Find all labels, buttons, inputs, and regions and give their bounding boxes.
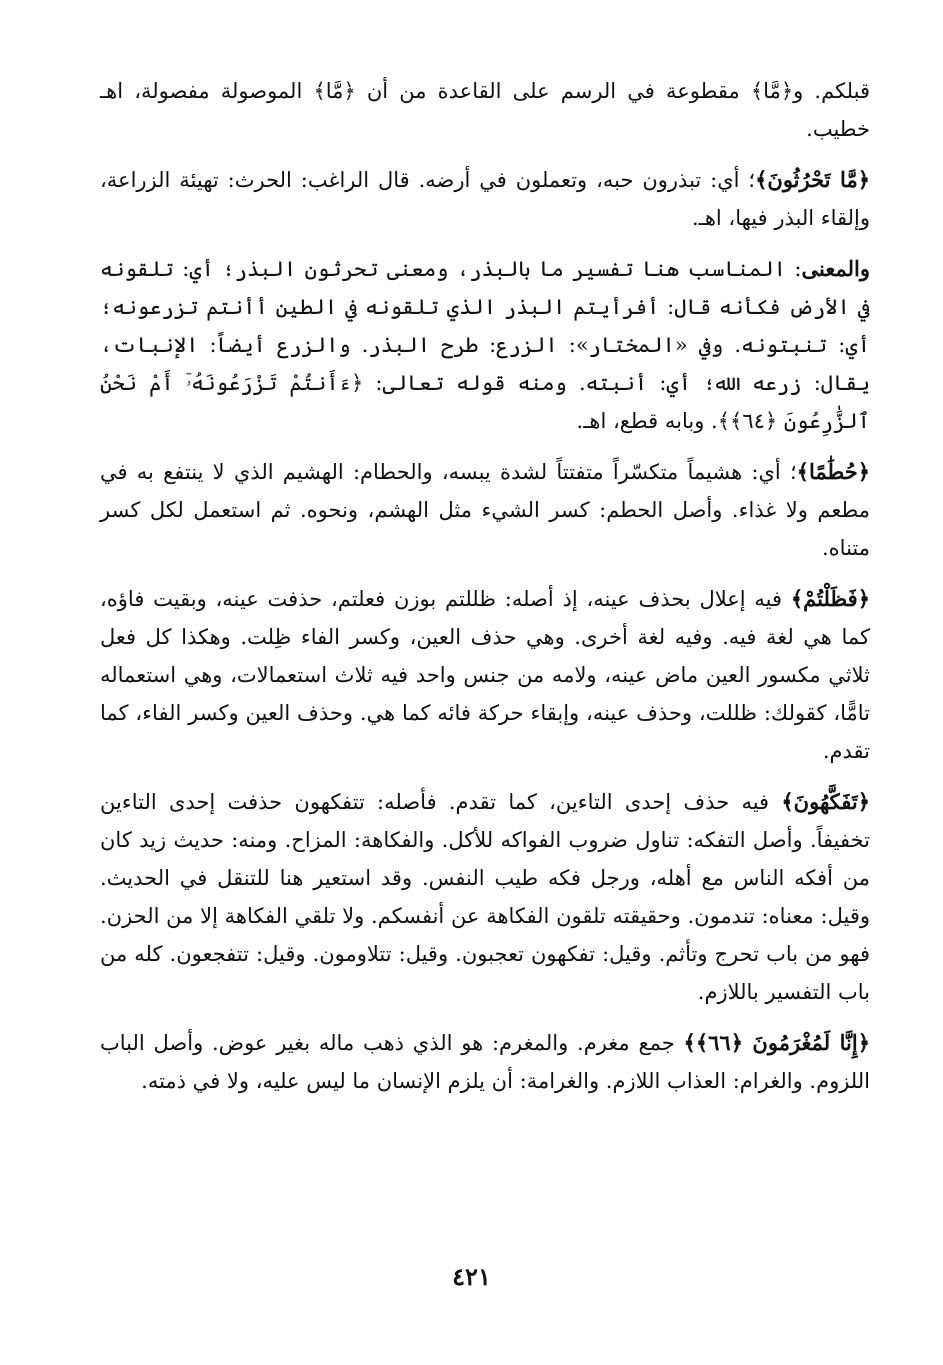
quran-term: ﴿حُطَٰمًا﴾ [796,459,870,484]
paragraph-tafakkahun [100,783,870,1011]
paragraph-fazaltum [100,580,870,770]
paragraph-ma-tahruthun [100,161,870,237]
paragraph-text: ؛ أي: تبذرون حبه، وتعملون في أرضه. قال الراغب: الحرث: تهيئة الزراعة، وإلقاء البذر فيها، اهـ. [100,168,870,230]
quran-term: ﴿مَّا تَحْرُثُونَ﴾ [755,167,870,192]
quran-term: ﴿إِنَّا لَمُغْرَمُونَ ﴿٦٦﴾﴾ [683,1030,871,1055]
paragraph-text: جمع مغرم. والمغرم: هو الذي ذهب ماله بغير عوض. وأصل الباب اللزوم. والغرام: العذاب اللازم. والغرامة: أن يلزم الإنسان ما ليس عليه، ولا في ذمته. [100,1031,870,1093]
paragraph-text: قبلكم. و﴿مَّا﴾ مقطوعة في الرسم على القاعدة من أن ﴿مَّا﴾ الموصولة مفصولة، اهـ خطيب. [100,79,870,141]
section-lead: والمعنى [801,256,870,281]
paragraph-hutaman [100,453,870,567]
quran-term: ﴿تَفَكَّهُونَ﴾ [781,789,870,814]
paragraph-continuation [100,72,870,148]
page-number: ٤٢١ [452,1262,491,1291]
paragraph-mughramun [100,1024,870,1100]
paragraph-text: : المناسب هنا تفسير ما بالبذر، ومعنى تحرثون البذر؛ أي: تلقونه في الأرض فكأنه قال: أفرأيتم البذر الذي تلقونه في الطين أأنتم تزرعونه؛ أي: تنبتونه. وفي «المختار»: الزرع: طرح البذر. والزرع أيضاً: الإنبات، يقال: زرعه الله؛ أي: أنبته. ومنه قوله تعالى: ﴿ءَأَنتُمْ تَزْرَعُونَهُۥٓ أَمْ نَحْنُ ٱلزَّٰرِعُونَ ﴿٦٤﴾﴾. وبابه قطع، اهـ. [100,257,870,433]
page-body [100,72,870,1113]
paragraph-text: ؛ أي: هشيماً متكسّراً متفتتاً لشدة يبسه، والحطام: الهشيم الذي لا ينتفع به في مطعم ولا غذاء. وأصل الحطم: كسر الشيء مثل الهشم، ونحوه. ثم استعمل لكل كسر متناه. [100,460,870,560]
paragraph-text: فيه حذف إحدى التاءين، كما تقدم. فأصله: تتفكهون حذفت إحدى التاءين تخفيفاً. وأصل التفكه: تناول ضروب الفواكه للأكل. والفكاهة: المزاح. ومنه: حديث زيد كان من أفكه الناس مع أهله، ورجل فكه طيب النفس. وقد استعير هنا للتنقل في الحديث. وقيل: معناه: تندمون. وحقيقته تلقون الفكاهة عن أنفسكم. ولا تلقي الفكاهة إلا من الحزن. فهو من باب تحرج وتأثم. وقيل: تفكهون تعجبون. وقيل: تتلاومون. وقيل: تتفجعون. كله من باب التفسير باللازم. [100,790,870,1004]
paragraph-text: فيه إعلال بحذف عينه، إذ أصله: ظللتم بوزن فعلتم، حذفت عينه، وبقيت فاؤه، كما هي لغة فيه. وفيه لغة أخرى. وهي حذف العين، وكسر الفاء ظِلت. وهكذا كل فعل ثلاثي مكسور العين ماض عينه، ولامه من جنس واحد فيه ثلاث استعمالات، وهي استعماله تامًّا، كقولك: ظللت، وحذف عينه، وإبقاء حركة فائه كما هي. وحذف العين وكسر الفاء، كما تقدم. [100,587,870,763]
quran-term: ﴿فَظَلْتُمْ﴾ [790,586,870,611]
paragraph-meaning [100,250,870,440]
